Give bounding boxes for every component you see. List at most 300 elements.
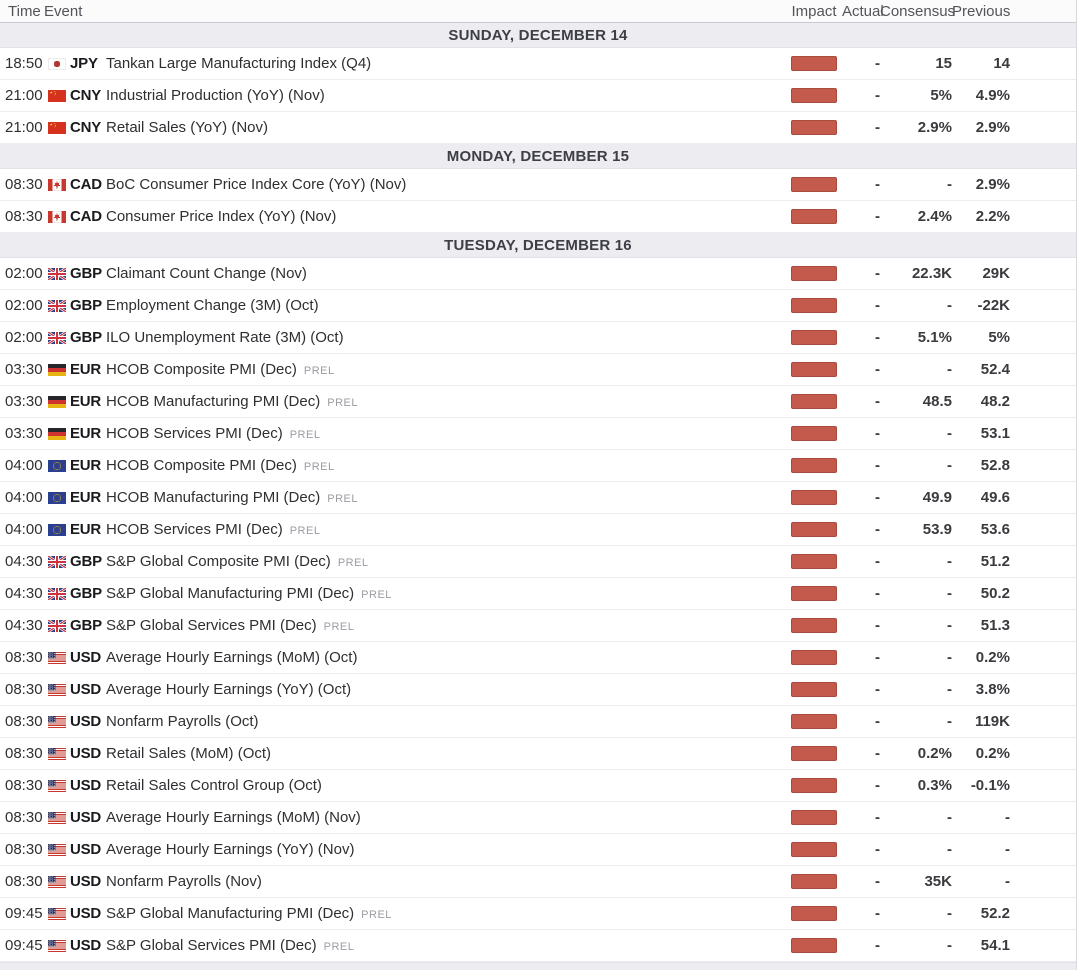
previous-value: 2.9% [975,119,1010,136]
event-time: 04:30 [5,617,43,634]
impact-bar-high [791,938,837,953]
previous-value: 2.9% [975,176,1010,193]
event-row[interactable] [0,546,1076,578]
event-cell [106,297,786,314]
consensus-value: 0.2% [917,745,952,762]
event-time: 08:30 [5,745,43,762]
consensus-value: 49.9 [922,489,952,506]
event-time: 08:30 [5,649,43,666]
actual-value: - [875,265,880,282]
actual-value: - [875,361,880,378]
consensus-value: - [947,841,952,858]
flag-cell [48,122,70,134]
event-cell [106,777,786,794]
consensus-value: - [947,553,952,570]
impact-bar-high [791,209,837,224]
currency-code: EUR [70,457,102,474]
flag-cell [48,588,70,600]
event-row[interactable] [0,578,1076,610]
event-name: BoC Consumer Price Index Core (YoY) (Nov) [106,176,407,193]
actual-value: - [875,777,880,794]
actual-value: - [875,176,880,193]
currency-code: EUR [70,393,102,410]
flag-icon-gb [48,556,66,568]
flag-cell [48,211,70,223]
consensus-value: - [947,905,952,922]
event-cell [106,649,786,666]
event-cell [106,361,786,378]
currency-code: CNY [70,119,102,136]
consensus-value: - [947,297,952,314]
impact-cell [786,874,842,889]
flag-cell [48,812,70,824]
event-row[interactable] [0,706,1076,738]
flag-icon-gb [48,620,66,632]
event-name: Retail Sales (MoM) (Oct) [106,745,272,762]
event-name: Tankan Large Manufacturing Index (Q4) [106,55,372,72]
flag-cell [48,844,70,856]
impact-cell [786,618,842,633]
event-time: 08:30 [5,176,43,193]
impact-bar-high [791,426,837,441]
event-cell [106,208,786,225]
impact-bar-high [791,650,837,665]
event-name: Nonfarm Payrolls (Oct) [106,713,259,730]
event-name: Average Hourly Earnings (MoM) (Nov) [106,809,361,826]
event-time: 03:30 [5,425,43,442]
event-name: S&P Global Services PMI (Dec) [106,937,317,954]
prel-badge: PREL [323,621,355,633]
event-name: Nonfarm Payrolls (Nov) [106,873,262,890]
impact-bar-high [791,810,837,825]
impact-cell [786,842,842,857]
prel-badge: PREL [337,557,369,569]
flag-icon-jp [48,58,66,70]
currency-code: USD [70,681,102,698]
event-cell [106,265,786,282]
prel-badge: PREL [327,397,358,409]
impact-cell [786,120,842,135]
event-name: Retail Sales (YoY) (Nov) [106,119,269,136]
rows-container [0,23,1076,962]
flag-icon-us [48,748,66,760]
previous-value: -0.1% [970,777,1010,794]
consensus-value: - [947,649,952,666]
flag-cell [48,268,70,280]
actual-value: - [875,617,880,634]
flag-cell [48,524,70,536]
consensus-value: 0.3% [917,777,952,794]
event-row[interactable] [0,930,1076,962]
impact-bar-high [791,56,837,71]
event-row[interactable] [0,290,1076,322]
previous-value: 2.2% [975,208,1010,225]
flag-icon-ca [48,179,66,191]
impact-bar-high [791,362,837,377]
event-name: HCOB Services PMI (Dec) [106,521,283,538]
previous-value: 4.9% [975,87,1010,104]
impact-bar-high [791,842,837,857]
event-name: S&P Global Services PMI (Dec) [106,617,317,634]
flag-cell [48,492,70,504]
actual-value: - [875,208,880,225]
previous-value: 52.8 [980,457,1010,474]
event-cell [106,176,786,193]
consensus-value: 2.9% [917,119,952,136]
currency-code: JPY [70,55,98,72]
event-name: Industrial Production (YoY) (Nov) [106,87,325,104]
actual-value: - [875,713,880,730]
previous-value: 48.2 [980,393,1010,410]
event-row[interactable] [0,674,1076,706]
event-row[interactable] [0,201,1076,233]
previous-value: 49.6 [980,489,1010,506]
flag-icon-us [48,844,66,856]
impact-bar-high [791,874,837,889]
flag-icon-us [48,940,66,952]
event-cell [106,329,786,346]
event-row[interactable] [0,482,1076,514]
actual-value: - [875,873,880,890]
impact-cell [786,298,842,313]
event-row[interactable] [0,386,1076,418]
flag-icon-us [48,652,66,664]
column-header-impact: Impact [791,2,837,20]
event-time: 08:30 [5,873,43,890]
event-cell [106,489,786,506]
flag-cell [48,652,70,664]
flag-icon-us [48,908,66,920]
flag-icon-gb [48,588,66,600]
impact-cell [786,906,842,921]
impact-bar-high [791,778,837,793]
consensus-value: 35K [924,873,952,890]
impact-cell [786,682,842,697]
event-name: Consumer Price Index (YoY) (Nov) [106,208,337,225]
prel-badge: PREL [289,429,321,441]
previous-value: 119K [974,713,1010,730]
flag-icon-de [48,428,66,440]
actual-value: - [875,905,880,922]
consensus-value: 22.3K [911,265,952,282]
consensus-value: 15 [935,55,952,72]
consensus-value: 53.9 [922,521,952,538]
actual-value: - [875,87,880,104]
impact-bar-high [791,682,837,697]
impact-bar-high [791,177,837,192]
impact-bar-high [791,522,837,537]
impact-cell [786,330,842,345]
impact-cell [786,362,842,377]
event-row[interactable] [0,514,1076,546]
actual-value: - [875,681,880,698]
impact-cell [786,177,842,192]
impact-bar-high [791,298,837,313]
flag-cell [48,90,70,102]
event-cell [106,553,786,570]
previous-value: 0.2% [975,745,1010,762]
actual-value: - [875,425,880,442]
impact-cell [786,522,842,537]
column-header-previous: Previous [952,2,1011,20]
flag-icon-gb [48,300,66,312]
event-name: S&P Global Composite PMI (Dec) [106,553,331,570]
impact-bar-high [791,88,837,103]
event-cell [106,425,786,442]
flag-icon-us [48,780,66,792]
currency-code: EUR [70,425,102,442]
event-cell [106,809,786,826]
consensus-value: - [947,585,952,602]
consensus-value: - [947,713,952,730]
event-row[interactable] [0,169,1076,201]
event-row[interactable] [0,450,1076,482]
event-name: HCOB Composite PMI (Dec) [106,457,297,474]
flag-cell [48,780,70,792]
event-time: 09:45 [5,905,43,922]
currency-code: USD [70,713,102,730]
date-header-row [0,23,1076,48]
prel-badge: PREL [361,909,392,921]
event-row[interactable] [0,354,1076,386]
actual-value: - [875,585,880,602]
consensus-value: - [947,617,952,634]
consensus-value: - [947,681,952,698]
event-time: 02:00 [5,265,43,282]
flag-cell [48,332,70,344]
previous-value: 29K [982,265,1010,282]
impact-bar-high [791,394,837,409]
impact-bar-high [791,554,837,569]
impact-bar-high [791,618,837,633]
table-header-row [0,0,1076,23]
event-time: 04:00 [5,521,43,538]
impact-bar-high [791,120,837,135]
event-row[interactable] [0,866,1076,898]
event-time: 21:00 [5,87,43,104]
impact-bar-high [791,906,837,921]
previous-value: - [1005,873,1010,890]
column-header-consensus: Consensus [880,2,956,20]
impact-cell [786,209,842,224]
event-row[interactable] [0,610,1076,642]
flag-icon-de [48,396,66,408]
event-row[interactable] [0,834,1076,866]
impact-cell [786,746,842,761]
currency-code: CAD [70,208,102,225]
flag-icon-us [48,876,66,888]
event-row[interactable] [0,258,1076,290]
flag-cell [48,460,70,472]
prel-badge: PREL [327,493,358,505]
event-name: S&P Global Manufacturing PMI (Dec) [106,585,355,602]
flag-icon-ca [48,211,66,223]
currency-code: GBP [70,297,102,314]
event-row[interactable] [0,898,1076,930]
event-row[interactable] [0,738,1076,770]
event-cell [106,841,786,858]
event-name: HCOB Services PMI (Dec) [106,425,283,442]
currency-code: USD [70,841,102,858]
event-cell [106,617,786,634]
column-header-event: Event [44,2,83,20]
flag-icon-de [48,364,66,376]
event-name: HCOB Composite PMI (Dec) [106,361,297,378]
event-row[interactable] [0,642,1076,674]
event-row[interactable] [0,112,1076,144]
currency-code: GBP [70,585,102,602]
event-cell [106,937,786,954]
impact-bar-high [791,330,837,345]
event-name: S&P Global Manufacturing PMI (Dec) [106,905,355,922]
event-row[interactable] [0,322,1076,354]
currency-code: GBP [70,553,102,570]
flag-cell [48,179,70,191]
previous-value: 52.2 [980,905,1010,922]
event-time: 08:30 [5,681,43,698]
event-row[interactable] [0,418,1076,450]
previous-value: 5% [988,329,1010,346]
consensus-value: - [947,176,952,193]
flag-icon-eu [48,460,66,472]
previous-value: 0.2% [975,649,1010,666]
previous-value: 53.6 [980,521,1010,538]
flag-cell [48,364,70,376]
impact-bar-high [791,714,837,729]
impact-bar-high [791,266,837,281]
impact-cell [786,490,842,505]
prel-badge: PREL [361,589,392,601]
event-time: 08:30 [5,777,43,794]
impact-cell [786,426,842,441]
flag-cell [48,556,70,568]
consensus-value: - [947,425,952,442]
flag-icon-us [48,812,66,824]
event-cell [106,521,786,538]
event-time: 03:30 [5,361,43,378]
consensus-value: - [947,457,952,474]
previous-value: 51.3 [980,617,1010,634]
actual-value: - [875,119,880,136]
previous-value: 54.1 [980,937,1010,954]
flag-cell [48,428,70,440]
event-cell [106,873,786,890]
event-row[interactable] [0,80,1076,112]
currency-code: EUR [70,361,102,378]
flag-cell [48,684,70,696]
previous-value: - [1005,841,1010,858]
actual-value: - [875,457,880,474]
consensus-value: 5.1% [917,329,952,346]
actual-value: - [875,937,880,954]
event-time: 09:45 [5,937,43,954]
flag-cell [48,908,70,920]
impact-cell [786,554,842,569]
event-time: 04:30 [5,553,43,570]
currency-code: USD [70,777,102,794]
currency-code: USD [70,905,102,922]
currency-code: CNY [70,87,102,104]
flag-icon-gb [48,268,66,280]
currency-code: USD [70,937,102,954]
event-time: 08:30 [5,841,43,858]
event-name: ILO Unemployment Rate (3M) (Oct) [106,329,344,346]
event-time: 08:30 [5,208,43,225]
event-name: Employment Change (3M) (Oct) [106,297,319,314]
impact-bar-high [791,458,837,473]
consensus-value: 48.5 [922,393,952,410]
date-header-label: TUESDAY, DECEMBER 16 [444,236,632,254]
flag-cell [48,716,70,728]
impact-cell [786,778,842,793]
impact-cell [786,458,842,473]
currency-code: GBP [70,329,102,346]
previous-value: - [1005,809,1010,826]
currency-code: EUR [70,489,102,506]
impact-cell [786,56,842,71]
impact-bar-high [791,746,837,761]
event-cell [106,457,786,474]
event-name: Average Hourly Earnings (MoM) (Oct) [106,649,358,666]
consensus-value: 2.4% [917,208,952,225]
consensus-value: - [947,361,952,378]
impact-cell [786,714,842,729]
previous-value: -22K [977,297,1010,314]
prel-badge: PREL [303,365,335,377]
event-name: Claimant Count Change (Nov) [106,265,307,282]
flag-cell [48,876,70,888]
event-time: 04:00 [5,489,43,506]
previous-value: 53.1 [980,425,1010,442]
actual-value: - [875,329,880,346]
date-header-row [0,144,1076,169]
currency-code: CAD [70,176,102,193]
actual-value: - [875,809,880,826]
actual-value: - [875,297,880,314]
event-time: 08:30 [5,809,43,826]
event-name: Average Hourly Earnings (YoY) (Oct) [106,681,352,698]
actual-value: - [875,393,880,410]
column-header-time: Time [8,2,41,20]
impact-cell [786,394,842,409]
event-row[interactable] [0,802,1076,834]
impact-cell [786,650,842,665]
actual-value: - [875,745,880,762]
actual-value: - [875,841,880,858]
event-row[interactable] [0,48,1076,80]
event-time: 21:00 [5,119,43,136]
flag-icon-us [48,684,66,696]
impact-cell [786,88,842,103]
consensus-value: 5% [930,87,952,104]
event-time: 04:30 [5,585,43,602]
previous-value: 51.2 [980,553,1010,570]
prel-badge: PREL [323,941,355,953]
consensus-value: - [947,937,952,954]
currency-code: GBP [70,265,102,282]
currency-code: USD [70,649,102,666]
event-cell [106,119,786,136]
currency-code: USD [70,745,102,762]
previous-value: 50.2 [980,585,1010,602]
impact-bar-high [791,490,837,505]
actual-value: - [875,553,880,570]
impact-cell [786,938,842,953]
flag-icon-cn [48,122,66,134]
flag-cell [48,620,70,632]
event-row[interactable] [0,770,1076,802]
event-time: 08:30 [5,713,43,730]
